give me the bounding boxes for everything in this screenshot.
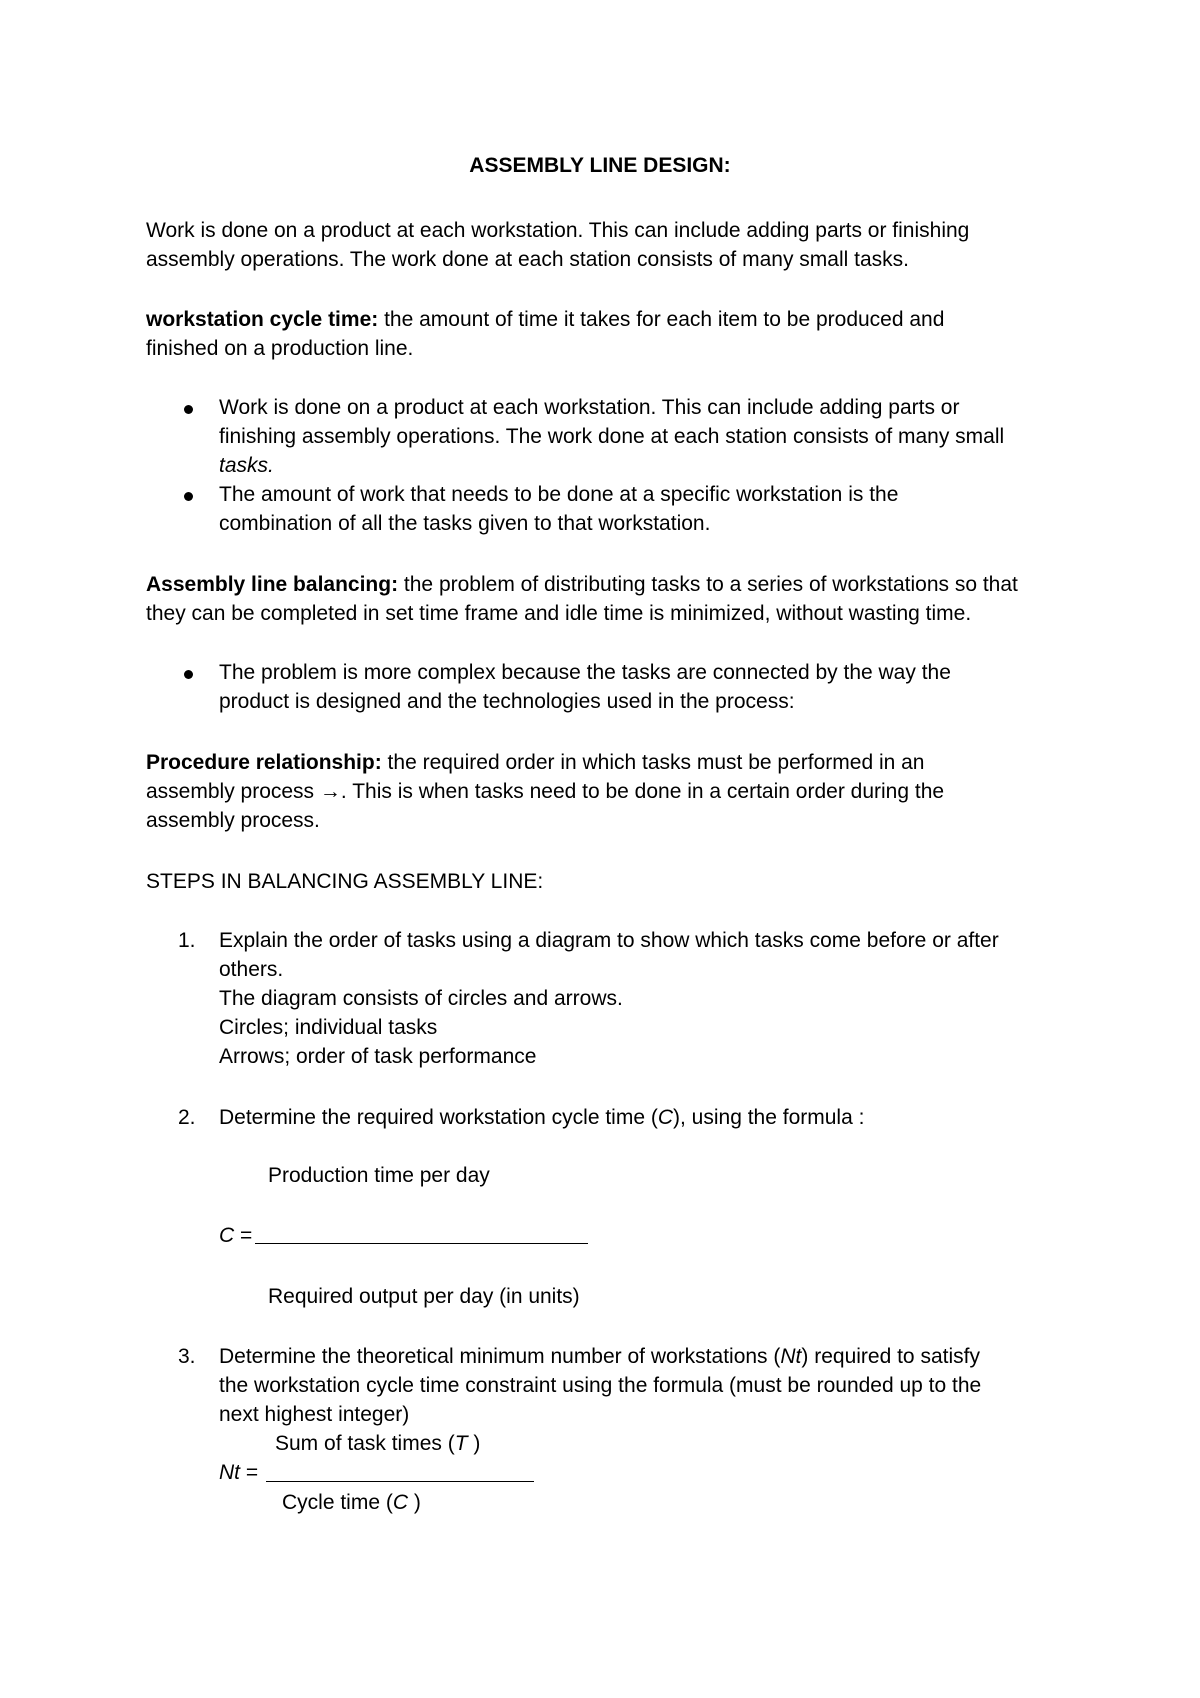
step-3-line-3: next highest integer) — [219, 1403, 410, 1426]
bullet-1-line-1: Work is done on a product at each workstation. This can include adding parts or — [219, 396, 960, 419]
formula-nt-den-b: ) — [408, 1491, 421, 1514]
intro-line-1: Work is done on a product at each workstation. This can include adding parts or finishing — [146, 219, 970, 242]
procedure-line-3: assembly process. — [146, 809, 320, 832]
step-1-number: 1. — [178, 929, 196, 952]
formula-nt-denominator — [282, 1488, 421, 1517]
step-2-number: 2. — [178, 1106, 196, 1129]
cycle-time-definition — [146, 305, 1076, 334]
bullet-2-line-1: The amount of work that needs to be done at a specific workstation is the — [219, 483, 899, 506]
formula-nt-num-a: Sum of task times ( — [275, 1432, 455, 1455]
procedure-line-2a: assembly process — [146, 780, 320, 803]
formula-nt-lhs — [219, 1458, 258, 1487]
step-1-line-3: The diagram consists of circles and arrows. — [219, 987, 623, 1010]
procedure-text: the required order in which tasks must be performed in an — [381, 751, 925, 774]
bullet-icon — [184, 670, 193, 679]
formula-nt-numerator — [275, 1429, 480, 1458]
formula-c-var: C — [219, 1224, 235, 1247]
procedure-line-2 — [146, 777, 1076, 806]
cycle-time-line-2: finished on a production line. — [146, 337, 414, 360]
cycle-time-text: the amount of time it takes for each item to be produced and — [378, 308, 945, 331]
formula-nt-num-b: ) — [467, 1432, 481, 1455]
formula-nt-den-a: Cycle time ( — [282, 1491, 393, 1514]
bullet-icon — [184, 405, 193, 414]
steps-heading: STEPS IN BALANCING ASSEMBLY LINE: — [146, 870, 544, 893]
bullet-1-line-3: tasks. — [219, 454, 274, 477]
balancing-line-2: they can be completed in set time frame and idle time is minimized, without wasting time. — [146, 602, 972, 625]
step-2-text-a: Determine the required workstation cycle time ( — [219, 1106, 658, 1129]
step-3-text-b: ) required to satisfy — [801, 1345, 980, 1368]
formula-c-eq: = — [234, 1224, 253, 1247]
balancing-definition — [146, 570, 1076, 599]
intro-line-2: assembly operations. The work done at each station consists of many small tasks. — [146, 248, 909, 271]
procedure-line-2b: . This is when tasks need to be done in a certain order during the — [340, 780, 945, 803]
bullet-3-line-2: product is designed and the technologies used in the process: — [219, 690, 795, 713]
bullet-icon — [184, 492, 193, 501]
step-3-number: 3. — [178, 1345, 196, 1368]
cycle-time-term: workstation cycle time: — [146, 308, 379, 331]
step-2-var: C — [657, 1106, 674, 1129]
formula-c-fraction-line — [255, 1243, 588, 1244]
formula-c-numerator: Production time per day — [268, 1164, 490, 1187]
step-3-var: Nt — [780, 1345, 802, 1368]
step-1-line-2: others. — [219, 958, 284, 981]
bullet-1-line-2: finishing assembly operations. The work done at each station consists of many small — [219, 425, 1005, 448]
step-1-line-1: Explain the order of tasks using a diagram to show which tasks come before or after — [219, 929, 999, 952]
formula-c-lhs — [219, 1221, 252, 1250]
step-1-line-4: Circles; individual tasks — [219, 1016, 438, 1039]
bullet-2-line-2: combination of all the tasks given to that workstation. — [219, 512, 711, 535]
step-2-text-b: ), using the formula : — [673, 1106, 865, 1129]
step-1-line-5: Arrows; order of task performance — [219, 1045, 537, 1068]
step-3-line-1 — [219, 1342, 1069, 1371]
formula-nt-var: Nt — [219, 1461, 240, 1484]
procedure-definition — [146, 748, 1076, 777]
balancing-text: the problem of distributing tasks to a series of workstations so that — [398, 573, 1018, 596]
page-title: ASSEMBLY LINE DESIGN: — [469, 154, 731, 177]
formula-nt-eq: = — [240, 1461, 259, 1484]
right-arrow-icon: → — [319, 780, 341, 803]
bullet-3-line-1: The problem is more complex because the tasks are connected by the way the — [219, 661, 951, 684]
formula-c-denominator: Required output per day (in units) — [268, 1285, 580, 1308]
formula-nt-fraction-line — [266, 1481, 534, 1482]
procedure-term: Procedure relationship: — [146, 751, 382, 774]
formula-nt-num-var: T — [454, 1432, 468, 1455]
formula-nt-den-var: C — [392, 1491, 409, 1514]
step-3-line-2: the workstation cycle time constraint using the formula (must be rounded up to the — [219, 1374, 982, 1397]
balancing-term: Assembly line balancing: — [146, 573, 399, 596]
step-2-line-1 — [219, 1103, 1069, 1132]
step-3-text-a: Determine the theoretical minimum number of workstations ( — [219, 1345, 781, 1368]
